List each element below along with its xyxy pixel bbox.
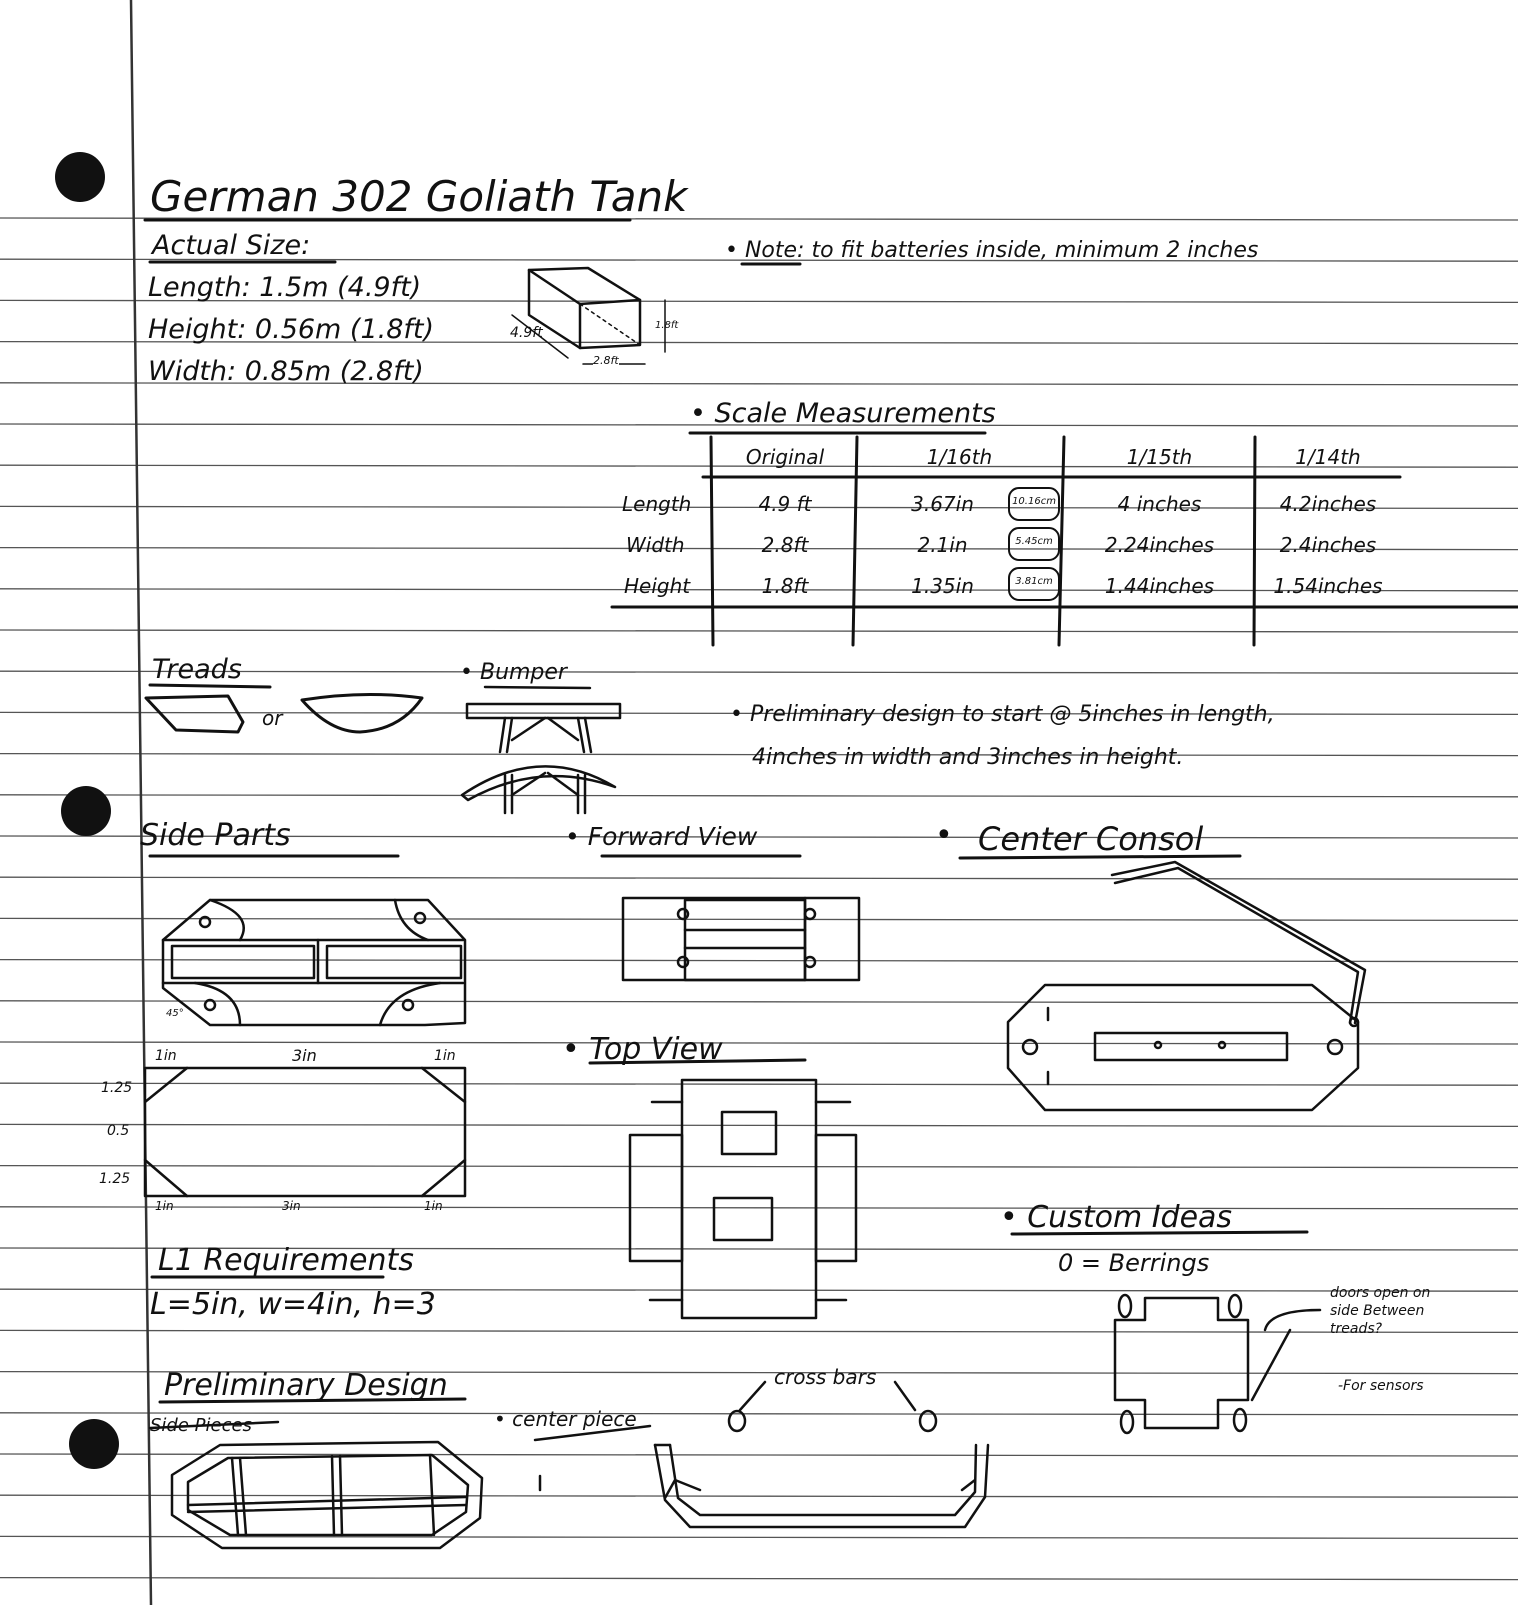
side-dim-lower: 1.25: [99, 1171, 131, 1187]
ruled-line: [0, 1454, 1518, 1456]
ruled-line: [0, 1042, 1518, 1044]
page-title: German 302 Goliath Tank: [150, 172, 688, 221]
custom-ideas-heading: • Custom Ideas: [1000, 1200, 1233, 1235]
scale-heading: • Scale Measurements: [690, 398, 996, 429]
bumper-heading: • Bumper: [460, 660, 567, 685]
row-label-length: Length: [622, 492, 692, 516]
binder-hole-top: [55, 152, 105, 202]
ruled-line: [0, 1207, 1518, 1209]
binder-hole-middle: [61, 786, 111, 836]
ruled-line: [0, 1124, 1518, 1126]
col-header-original: Original: [745, 445, 825, 469]
ruled-line: [0, 1083, 1518, 1085]
doors-note: doors open on side Between treads?: [1330, 1285, 1431, 1337]
bearings-legend: 0 = Berrings: [1058, 1249, 1210, 1277]
ruled-line: [0, 1001, 1518, 1003]
ruled-line: [0, 877, 1518, 879]
preliminary-note-line1: • Preliminary design to start @ 5inches in length,: [730, 702, 1275, 727]
ruled-line: [0, 960, 1518, 962]
preliminary-design-heading: Preliminary Design: [164, 1368, 448, 1403]
cell-length-1-16: 3.67in: [911, 492, 974, 516]
cell-height-original: 1.8ft: [761, 574, 809, 598]
row-label-height: Height: [624, 574, 691, 598]
ruled-line: [0, 1495, 1518, 1497]
side-dim-middle: 0.5: [107, 1123, 130, 1139]
cell-width-1-15: 2.24inches: [1104, 533, 1215, 557]
cell-height-cm: 3.81cm: [1015, 576, 1053, 587]
ruled-line: [0, 918, 1518, 920]
center-console-drawing: [1008, 862, 1365, 1110]
box-height-label: 1.8ft: [655, 320, 679, 331]
actual-height: Height: 0.56m (1.8ft): [148, 314, 435, 345]
cell-length-original: 4.9 ft: [758, 492, 812, 516]
forward-view-drawing: [623, 898, 859, 980]
center-consol-bullet: •: [935, 818, 953, 853]
cell-width-1-14: 2.4inches: [1279, 533, 1377, 557]
cell-length-cm: 10.16cm: [1012, 496, 1056, 507]
side-parts-heading: Side Parts: [140, 818, 291, 853]
ruled-line: [0, 795, 1518, 797]
cell-width-original: 2.8ft: [761, 533, 809, 557]
side-pieces-label: Side Pieces: [150, 1415, 252, 1436]
side-top-dim-2: 3in: [292, 1046, 317, 1065]
box-length-label: 4.9ft: [510, 325, 543, 341]
forward-view-heading: • Forward View: [565, 822, 758, 851]
center-piece-label: • center piece: [494, 1407, 637, 1431]
requirements-heading: L1 Requirements: [158, 1243, 414, 1278]
margin-line: [131, 0, 151, 1605]
cell-length-1-14: 4.2inches: [1279, 492, 1377, 516]
side-top-dim-1: 1in: [155, 1048, 177, 1064]
battery-note: • Note: to fit batteries inside, minimum 2 inches: [725, 238, 1259, 263]
side-bottom-dim-3: 1in: [424, 1199, 443, 1213]
cell-width-1-16: 2.1in: [917, 533, 968, 557]
bumper-sketch: [462, 687, 620, 813]
cell-height-1-15: 1.44inches: [1104, 574, 1215, 598]
row-label-width: Width: [626, 533, 685, 557]
preliminary-note-line2: 4inches in width and 3inches in height.: [752, 745, 1184, 770]
box-width-label: 2.8ft: [593, 354, 619, 367]
actual-size-heading: Actual Size:: [152, 230, 311, 261]
ruled-line: [0, 1166, 1518, 1168]
col-header-1-16: 1/16th: [926, 445, 993, 469]
cell-width-cm: 5.45cm: [1015, 536, 1053, 547]
side-parts-angle: 45°: [166, 1008, 184, 1019]
cross-bars-label: cross bars: [774, 1365, 877, 1389]
col-header-1-15: 1/15th: [1126, 445, 1193, 469]
ruled-line: [0, 630, 1518, 632]
actual-width: Width: 0.85m (2.8ft): [148, 356, 424, 387]
cell-height-1-14: 1.54inches: [1273, 574, 1383, 598]
actual-length: Length: 1.5m (4.9ft): [148, 272, 422, 303]
col-header-1-14: 1/14th: [1295, 445, 1361, 469]
center-consol-heading: Center Consol: [978, 820, 1204, 858]
side-top-dim-3: 1in: [434, 1048, 456, 1064]
side-bottom-dim-1: 1in: [155, 1199, 174, 1213]
sensors-note: -For sensors: [1338, 1378, 1424, 1394]
box-sketch: [512, 268, 665, 364]
cell-height-1-16: 1.35in: [911, 574, 974, 598]
requirements-values: L=5in, w=4in, h=3: [150, 1287, 436, 1322]
top-view-drawing: [630, 1080, 856, 1318]
ruled-line: [0, 1536, 1518, 1538]
custom-ideas-drawing: [1115, 1295, 1320, 1433]
treads-heading: Treads: [152, 654, 242, 685]
binder-hole-bottom: [69, 1419, 119, 1469]
side-dim-upper: 1.25: [101, 1080, 133, 1096]
tread-shapes: [146, 685, 422, 732]
side-bottom-dim-2: 3in: [282, 1199, 301, 1213]
treads-or: or: [262, 706, 283, 730]
top-view-heading: • Top View: [562, 1032, 723, 1067]
cell-length-1-15: 4 inches: [1117, 492, 1202, 516]
ruled-line: [0, 1578, 1518, 1580]
